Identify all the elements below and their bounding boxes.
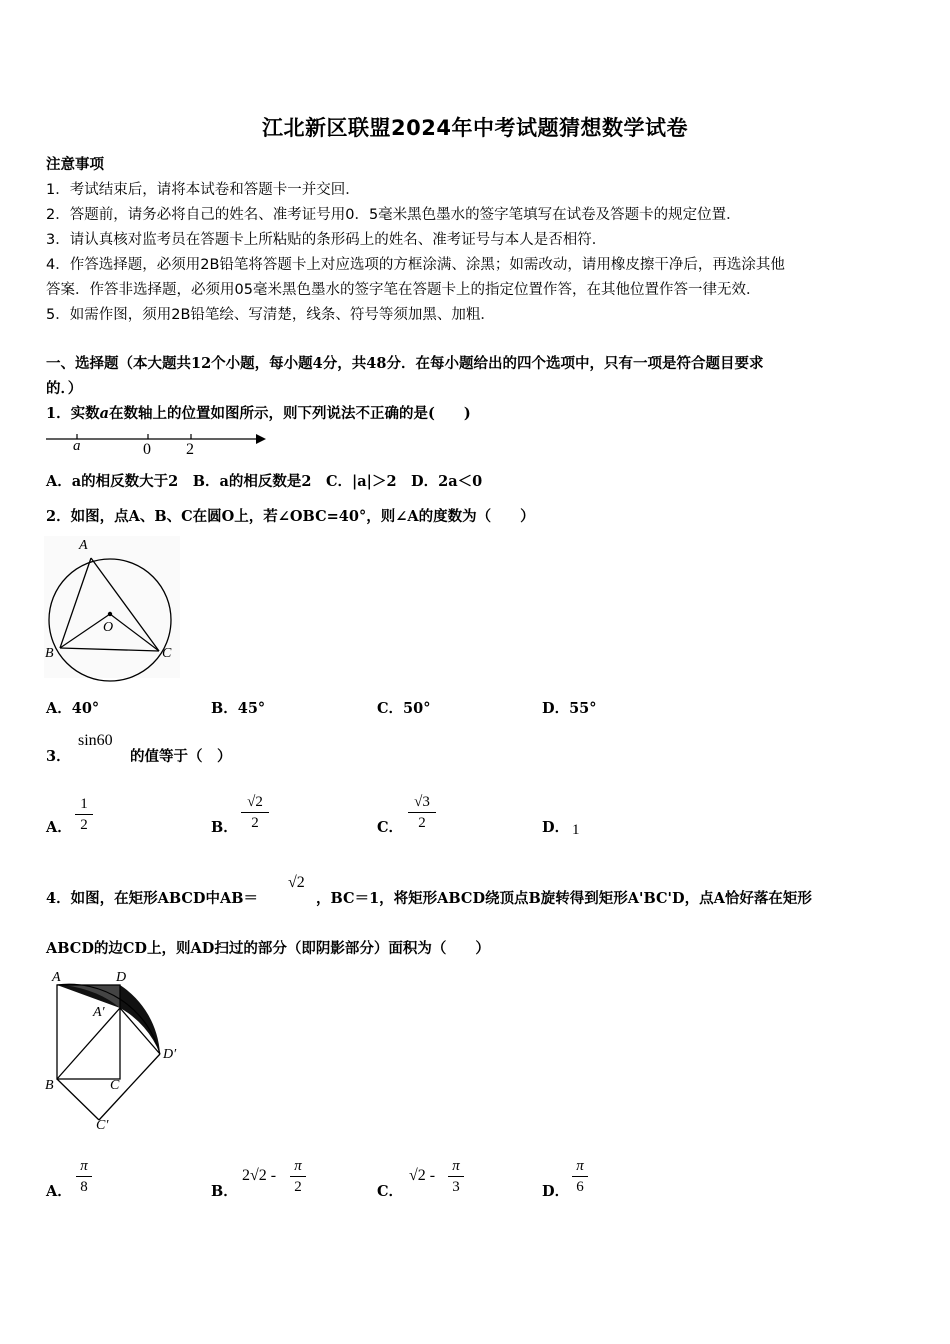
q3-option-a-fraction: 1 2 (75, 795, 93, 834)
q4-option-b-lead: 2√2 - (242, 1167, 277, 1184)
q4-option-a-fraction: π 8 (76, 1157, 92, 1196)
q3-option-d-value: 1 (572, 822, 580, 838)
q2-label-A: A (79, 538, 88, 553)
q4-option-c-lead: √2 - (409, 1167, 436, 1184)
q3-option-c-fraction: √3 2 (408, 793, 436, 832)
q4-label-B: B (45, 1078, 54, 1093)
q3-expr: sin60 (78, 732, 113, 749)
q4-option-b-letter: B． (211, 1183, 238, 1200)
q3-option-d-letter: D． (542, 819, 570, 836)
q3-option-a-letter: A． (46, 819, 72, 836)
q2-label-B: B (45, 646, 54, 661)
q2-option-c: C．50° (377, 700, 431, 717)
q3-option-b-fraction: √2 2 (241, 793, 269, 832)
notice-item-3: 3．请认真核对监考员在答题卡上所粘贴的条形码上的姓名、准考证号与本人是否相符． (46, 232, 607, 248)
q2-option-d: D．55° (542, 700, 597, 717)
q3-option-c-letter: C． (377, 819, 404, 836)
q1-label-a: a (73, 438, 81, 454)
q4-stem-part1: 4．如图，在矩形ABCD中AB＝ (46, 890, 258, 907)
q1-stem: 1．实数a在数轴上的位置如图所示，则下列说法不正确的是( ) (46, 405, 471, 422)
q4-option-a-letter: A． (46, 1183, 72, 1200)
q4-label-A: A (52, 970, 61, 985)
q1-options: A．a的相反数大于2 B．a的相反数是2 C．|a|＞2 D．2a＜0 (46, 473, 483, 490)
q3-option-b-letter: B． (211, 819, 238, 836)
notice-heading: 注意事项 (46, 157, 104, 173)
q4-label-D-prime: D′ (163, 1047, 177, 1062)
q4-option-c-fraction: π 3 (448, 1157, 464, 1196)
q4-option-b-fraction: π 2 (290, 1157, 306, 1196)
q4-option-d-letter: D． (542, 1183, 570, 1200)
q1-label-two: 2 (186, 441, 194, 458)
q4-label-A-prime: A′ (93, 1005, 105, 1020)
notice-item-4-cont: 答案．作答非选择题，必须用05毫米黑色墨水的签字笔在答题卡上的指定位置作答，在其他位置作答一律无效． (46, 282, 761, 298)
section-heading-cont: 的．） (46, 380, 83, 397)
q1-label-zero: 0 (143, 441, 151, 458)
q3-suffix: 的值等于（ ） (130, 748, 232, 765)
notice-item-5: 5．如需作图，须用2B铅笔绘、写清楚，线条、符号等须加黑、加粗． (46, 307, 495, 323)
section-heading: 一、选择题（本大题共12个小题，每小题4分，共48分．在每小题给出的四个选项中，只有一项是符合题目要求 (46, 355, 764, 372)
q2-label-O: O (103, 620, 114, 635)
q4-option-d-fraction: π 6 (572, 1157, 588, 1196)
q4-label-C-prime: C′ (96, 1118, 109, 1133)
notice-item-2: 2．答题前，请务必将自己的姓名、准考证号用0．5毫米黑色墨水的签字笔填写在试卷及答题卡的规定位置． (46, 207, 741, 223)
q4-label-D: D (116, 970, 127, 985)
notice-item-4: 4．作答选择题，必须用2B铅笔将答题卡上对应选项的方框涂满、涂黑；如需改动，请用橡皮擦干净后，再选涂其他 (46, 257, 785, 273)
q4-stem-part2: ，BC＝1，将矩形ABCD绕顶点B旋转得到矩形A'BC'D，点A恰好落在矩形 (316, 890, 812, 907)
q3-number: 3． (46, 748, 71, 765)
q4-label-C: C (110, 1078, 120, 1093)
notice-item-1: 1．考试结束后，请将本试卷和答题卡一并交回． (46, 182, 360, 198)
q2-option-a: A．40° (46, 700, 100, 717)
q4-option-c-letter: C． (377, 1183, 404, 1200)
q4-stem-line2: ABCD的边CD上，则AD扫过的部分（即阴影部分）面积为（ ） (46, 940, 490, 957)
q2-circle-figure (44, 536, 180, 678)
q2-label-C: C (162, 646, 172, 661)
q2-stem: 2．如图，点A、B、C在圆O上，若∠OBC=40°，则∠A的度数为（ ） (46, 508, 535, 525)
q2-option-b: B．45° (211, 700, 266, 717)
page-title: 江北新区联盟2024年中考试题猜想数学试卷 (262, 116, 688, 140)
q4-stem-sqrt2: √2 (288, 874, 305, 891)
